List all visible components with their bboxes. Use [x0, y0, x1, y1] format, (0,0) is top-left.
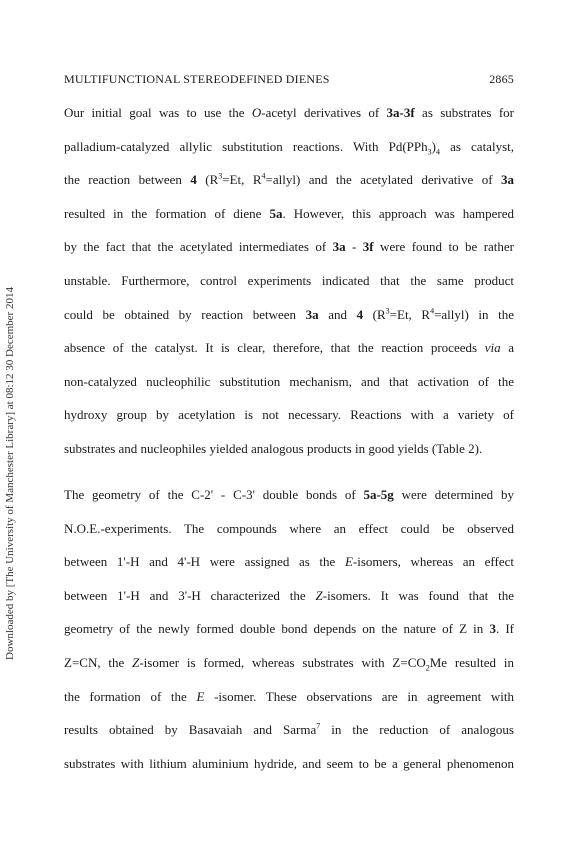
- text-line: between 1'-H and 4'-H were assigned as the E-isomers, whereas an effect: [64, 554, 514, 570]
- text-line: N.O.E.-experiments. The compounds where an effect could be observed: [64, 520, 514, 536]
- page-header: [64, 72, 514, 88]
- text-line: substrates and nucleophiles yielded analogous products in good yields (Table 2).: [64, 441, 483, 456]
- page-number: 2865: [489, 72, 514, 86]
- text-line: could be obtained by reaction between 3a and 4 ($R^3=Et$, $R^4=allyl$) in the: [64, 306, 515, 322]
- text-line: results obtained by Basavaiah and Sarma$^7$ in the reduction of analogous: [64, 721, 514, 738]
- text-line: absence of the catalyst. It is clear, therefore, that the reaction proceeds via a: [64, 340, 514, 356]
- text-line: resulted in the formation of diene 5a. However, this approach was hampered: [64, 205, 515, 221]
- text-line: Z=CN, the Z-isomer is formed, whereas substrates with $Z=CO_2Me$ resulted in: [64, 655, 514, 673]
- text-line: between 1'-H and 3'-H characterized the Z-isomers. It was found that the: [64, 587, 514, 603]
- text-line: substrates with lithium aluminium hydride, and seem to be a general phenomenon: [64, 755, 514, 771]
- text-line: the formation of the E -isomer. These observations are in agreement with: [64, 688, 514, 704]
- text-line: palladium-catalyzed allylic substitution reactions. With $Pd(PPh_3)_4$ as catalyst,: [64, 138, 514, 157]
- text-line: The geometry of the C-2' - C-3' double bonds of 5a-5g were determined by: [64, 487, 514, 502]
- text-line: hydroxy group by acetylation is not necessary. Reactions with a variety of: [64, 407, 514, 423]
- text-line: Our initial goal was to use the O-acetyl derivatives of 3a-3f as substrates for: [64, 105, 514, 120]
- text-line: by the fact that the acetylated intermediates of 3a - 3f were found to be rather: [64, 239, 515, 255]
- text-line: the reaction between 4 ($R^3=Et$, $R^4=allyl$) and the acetylated derivative of 3a: [64, 171, 514, 188]
- download-watermark: Downloaded by [The University of Manchester Library] at 08:12 30 December 2014: [4, 287, 16, 660]
- text-line: geometry of the newly formed double bond depends on the nature of Z in 3. If: [64, 621, 514, 637]
- text-line: non-catalyzed nucleophilic substitution mechanism, and that activation of the: [64, 373, 514, 389]
- running-title: MULTIFUNCTIONAL STEREODEFINED DIENES: [64, 72, 330, 86]
- text-line: unstable. Furthermore, control experiments indicated that the same product: [64, 273, 514, 288]
